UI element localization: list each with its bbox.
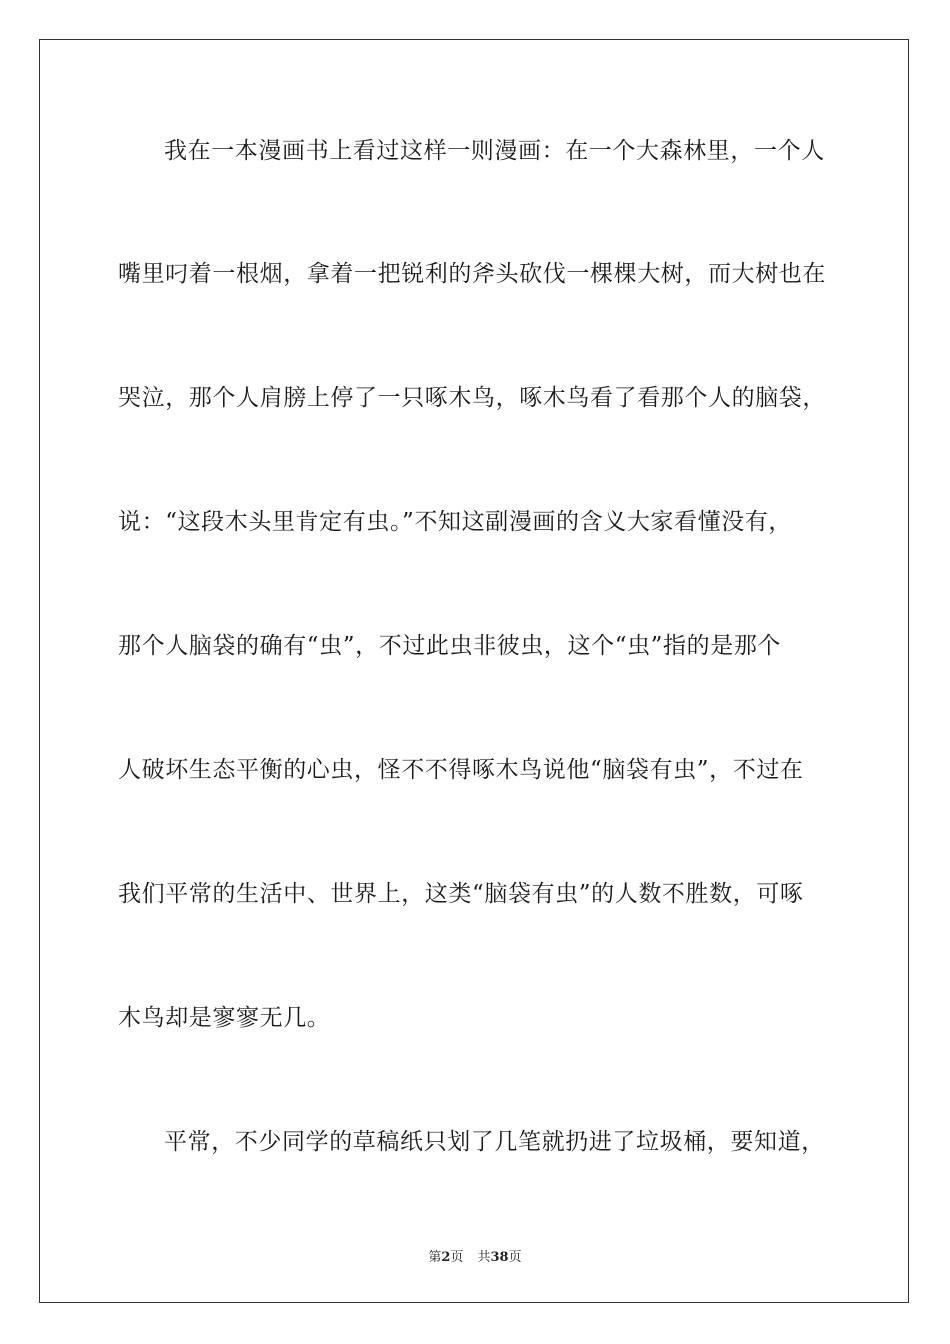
paragraph-1-line-8: 木鸟却是寥寥无几。 [118, 1005, 331, 1031]
paragraph-1-line-7: 我们平常的生活中、世界上，这类“脑袋有虫”的人数不胜数，可啄 [118, 881, 804, 907]
paragraph-1-line-4: 说：“这段木头里肯定有虫。”不知这副漫画的含义大家看懂没有， [118, 509, 793, 535]
paragraph-1-line-2: 嘴里叼着一根烟，拿着一把锐利的斧头砍伐一棵棵大树，而大树也在 [118, 261, 826, 287]
paragraph-1-line-6: 人破坏生态平衡的心虫，怪不不得啄木鸟说他“脑袋有虫”，不过在 [118, 757, 804, 783]
page-prefix: 第 [428, 1250, 442, 1265]
page-number: 2 [441, 1250, 451, 1265]
paragraph-1-line-5: 那个人脑袋的确有“虫”，不过此虫非彼虫，这个“虫”指的是那个 [118, 633, 782, 659]
page-suffix: 页 [450, 1250, 464, 1265]
total-suffix: 页 [508, 1250, 522, 1265]
page-border [39, 39, 909, 1303]
page-footer [0, 1246, 950, 1265]
paragraph-2-line-1: 平常，不少同学的草稿纸只划了几笔就扔进了垃圾桶，要知道， [164, 1129, 825, 1155]
paragraph-1-line-1: 我在一本漫画书上看过这样一则漫画：在一个大森林里，一个人 [164, 138, 825, 164]
paragraph-1-line-3: 哭泣，那个人肩膀上停了一只啄木鸟，啄木鸟看了看那个人的脑袋， [118, 385, 826, 411]
total-pages: 38 [490, 1250, 509, 1265]
total-prefix: 共 [477, 1250, 491, 1265]
